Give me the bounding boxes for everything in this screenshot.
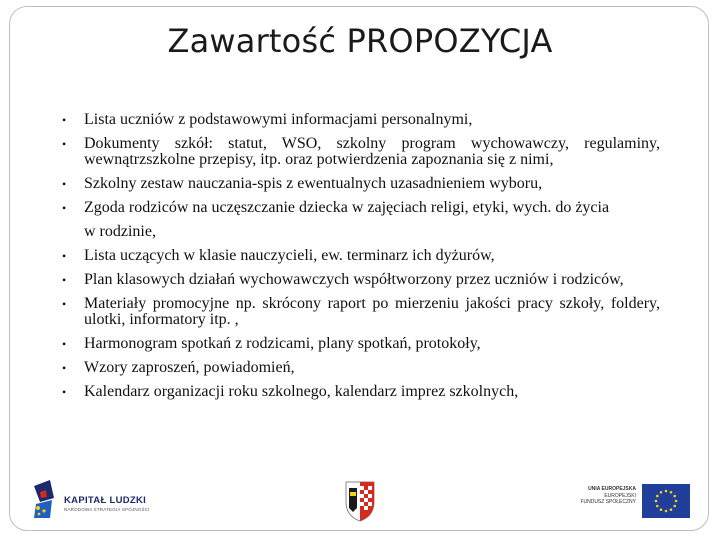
list-item-text: Lista uczniów z podstawowymi informacjami personalnymi, <box>84 111 473 128</box>
bullet-icon: • <box>62 249 67 263</box>
bullet-icon: • <box>62 177 67 191</box>
list-item <box>60 176 660 192</box>
regional-crest-icon <box>342 478 378 522</box>
list-item-text: Materiały promocyjne np. skrócony raport po mierzeniu jakości pracy szkoły, foldery, ulotki, informatory itp. , <box>84 295 660 328</box>
list-item <box>60 360 660 376</box>
list-item-continuation <box>60 224 660 240</box>
bullet-icon: • <box>62 337 67 351</box>
bullet-icon: • <box>62 273 67 287</box>
bullet-list <box>60 112 660 408</box>
list-item-text: Harmonogram spotkań z rodzicami, plany spotkań, protokoły, <box>84 335 481 352</box>
bullet-icon: • <box>62 137 67 151</box>
list-item <box>60 112 660 128</box>
kapital-ludzki-subtitle: NARODOWA STRATEGIA SPÓJNOŚCI <box>64 507 150 512</box>
list-item-text: Szkolny zestaw nauczania-spis z ewentualnych uzasadnieniem wyboru, <box>84 175 543 192</box>
list-item-text: Kalendarz organizacji roku szkolnego, kalendarz imprez szkolnych, <box>84 383 519 400</box>
list-item-text: w rodzinie, <box>84 223 156 240</box>
eu-logo-line-1: UNIA EUROPEJSKA <box>588 486 636 492</box>
kapital-ludzki-emblem-icon <box>30 478 62 522</box>
kapital-ludzki-logo <box>30 478 160 526</box>
list-item-text: Zgoda rodziców na uczęszczanie dziecka w zajęciach religi, etyki, wych. do życia <box>84 199 610 216</box>
list-item <box>60 272 660 288</box>
bullet-icon: • <box>62 113 67 127</box>
eu-logo-line-3: FUNDUSZ SPOŁECZNY <box>580 499 636 505</box>
list-item <box>60 296 660 328</box>
eu-logo-text <box>560 486 636 506</box>
footer-logos <box>0 478 720 530</box>
eu-flag-icon <box>642 484 690 518</box>
list-item-text: Plan klasowych działań wychowawczych współtworzony przez uczniów i rodziców, <box>84 271 624 288</box>
list-item <box>60 200 660 216</box>
list-item <box>60 336 660 352</box>
slide-title: Zawartość PROPOZYCJA <box>167 22 553 60</box>
eu-logo-line-2: EUROPEJSKI <box>604 492 636 499</box>
bullet-icon: • <box>62 361 67 375</box>
list-item <box>60 248 660 264</box>
bullet-icon: • <box>62 201 67 215</box>
list-item <box>60 136 660 168</box>
list-item <box>60 384 660 400</box>
list-item-text: Dokumenty szkół: statut, WSO, szkolny program wychowawczy, regulaminy, wewnątrzszkolne przepisy, itp. oraz potwierdzenia zapoznania się z nimi, <box>84 135 660 168</box>
list-item-text: Lista uczących w klasie nauczycieli, ew. terminarz ich dyżurów, <box>84 247 495 264</box>
bullet-icon: • <box>62 385 67 399</box>
bullet-icon: • <box>62 297 67 311</box>
kapital-ludzki-title: KAPITAŁ LUDZKI <box>64 495 147 506</box>
list-item-text: Wzory zaproszeń, powiadomień, <box>84 359 295 376</box>
eu-logo <box>560 484 700 520</box>
